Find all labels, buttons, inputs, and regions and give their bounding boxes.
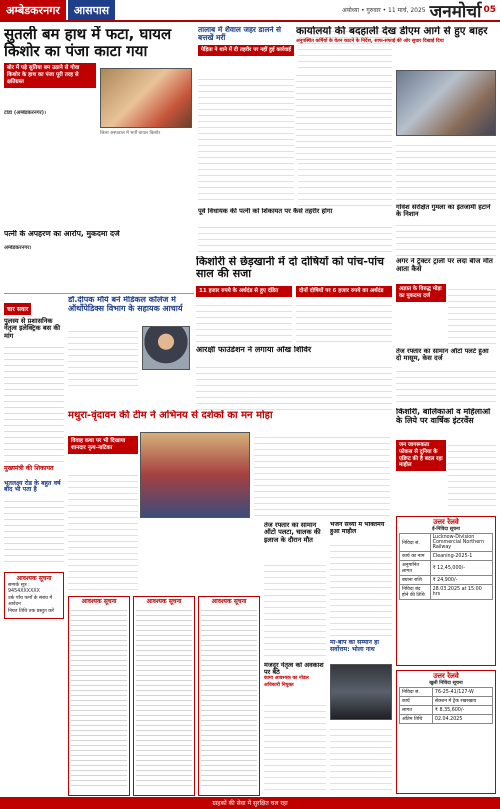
truck-story bbox=[198, 26, 294, 70]
mathura-kicker: विवाह कथा पर भी दिखाया शानदार नृत्य-नाटिका bbox=[68, 436, 138, 454]
lead-photo-caption: जिला अस्पताल में भर्ती घायल किशोर bbox=[100, 131, 161, 136]
notice-1 bbox=[68, 596, 130, 796]
table-cell: अंतिम तिथि bbox=[400, 715, 433, 724]
women-story bbox=[396, 408, 496, 436]
maa-photo bbox=[330, 664, 392, 720]
footer-strip: ग्राहकों की सेवा में सुरक्षित चल रहा bbox=[0, 797, 500, 809]
dr-story bbox=[68, 296, 192, 324]
truck-body bbox=[198, 74, 294, 204]
left-headline-3: भूतलक्ष्य रोड के बहुत वर्ष बाद भी पता है bbox=[4, 479, 61, 494]
lead-body-col2 bbox=[100, 137, 192, 227]
notice-1-title: आवश्यक सूचना bbox=[81, 598, 117, 605]
left-notice-line: नियत तिथि तक प्रस्तुत करें bbox=[8, 608, 54, 614]
mathura-headline: मथुरा-वृंदावन की टीम ने अभिनय से दर्शकों का मन मोहा bbox=[68, 410, 273, 421]
table-cell: 76-25-41/127-W bbox=[432, 688, 492, 697]
court-subhead-1-box bbox=[196, 286, 292, 297]
tender-2-table bbox=[399, 687, 493, 724]
dr-body bbox=[68, 326, 138, 388]
table-row bbox=[400, 576, 493, 585]
left-notice bbox=[4, 572, 64, 619]
notice-2-title: आवश्यक सूचना bbox=[146, 598, 182, 605]
left-headline-2: मुख्यमंत्री की शिकायत bbox=[4, 464, 54, 472]
issue-dateline: अयोध्या • गुरुवार • 11 मार्च, 2025 bbox=[342, 7, 426, 14]
table-cell: निविदा सं. bbox=[400, 534, 431, 552]
table-row bbox=[400, 552, 493, 561]
lead-dateline: टांडा (अम्बेडकरनगर)। bbox=[4, 110, 47, 116]
truck-kicker: पेड़िता ने थाने में दी तहरीर पर नहीं हुई कार्रवाई bbox=[198, 45, 294, 56]
divider bbox=[4, 293, 194, 294]
table-row bbox=[400, 561, 493, 576]
right-lead-body bbox=[296, 70, 392, 160]
court-body bbox=[196, 300, 292, 344]
teen-story bbox=[264, 522, 326, 558]
teen-headline: तेज रफ्तार का सामान ऑटो पलटा, चालक की इलाज के दौरान मौत bbox=[264, 522, 321, 544]
truck2-kicker: अज्ञात के विरुद्ध मोड़ा का मुकदमा दर्ज bbox=[396, 284, 446, 302]
fire-story bbox=[198, 208, 392, 220]
fire-headline: पूर्व विधायक की पत्नी को शिकायत पर कैसे तहरीर होगा bbox=[198, 208, 333, 215]
maa-body bbox=[330, 724, 392, 794]
bhajan-body bbox=[330, 540, 392, 640]
tender-2 bbox=[396, 670, 496, 794]
women-kicker: जन जागरूकता फोकस से दुनिया के एडिप्ट की है बदल रहा माहौल bbox=[396, 440, 446, 471]
newspaper-brand: जनमोर्चा bbox=[429, 1, 482, 22]
women-headline: किशोरी, बालिकाओं व महिलाओं के लिये पर वार्षिक इंटरवेंस bbox=[396, 408, 491, 425]
gaushala-story bbox=[396, 204, 496, 218]
right-lead-body-col2 bbox=[396, 140, 496, 200]
bhajan-headline: भजन संध्या में भक्तिमय हुआ माहौल bbox=[330, 522, 385, 535]
right-lead-photo bbox=[396, 70, 496, 136]
notice-2-body bbox=[136, 606, 192, 786]
notice-2 bbox=[133, 596, 195, 796]
lead-photo bbox=[100, 68, 192, 128]
court-story bbox=[196, 256, 392, 282]
ias-headline: आरक्षी फाउंडेशन ने लगाया आँख शिविर bbox=[196, 346, 312, 354]
truck2-headline: अगर ने ट्रैक्टर ट्राली पर लदा बीज मौत आता कैसे bbox=[396, 258, 493, 273]
table-cell: बयाना राशि bbox=[400, 576, 431, 585]
table-row bbox=[400, 585, 493, 600]
left-body-1 bbox=[4, 342, 64, 462]
left-column bbox=[4, 296, 64, 796]
table-row bbox=[400, 697, 493, 706]
eng-story bbox=[264, 662, 326, 692]
lead-headline: सुतली बम हाथ में फटा, घायल किशोर का पंजा काटा गया bbox=[4, 26, 172, 60]
bhajan-story bbox=[330, 522, 392, 536]
notice-3-title: आवश्यक सूचना bbox=[211, 598, 247, 605]
maa-story bbox=[330, 640, 392, 660]
table-cell: निविदा बंद होने की तिथि bbox=[400, 585, 431, 600]
tender-2-subtitle: खुली निविदा सूचना bbox=[429, 680, 463, 686]
truck2-body bbox=[448, 284, 496, 344]
right-lead-headline: कार्यालयों की बदहाली देख डीएम आगे से हुए बाहर bbox=[296, 26, 488, 37]
table-cell: ₹ 24,900/- bbox=[430, 576, 492, 585]
court-headline: किशोरी से छेड़खानी में दो दोषियों को पांच-पांच साल की सजा bbox=[196, 256, 385, 281]
fire-body bbox=[198, 222, 392, 254]
mathura-photo bbox=[140, 432, 250, 518]
mathura-body bbox=[68, 470, 138, 590]
truck2-story bbox=[396, 258, 496, 282]
tender-2-title: उत्तर रेलवे bbox=[433, 672, 459, 680]
mathura-story bbox=[68, 410, 392, 430]
table-cell: अनुमानित लागत bbox=[400, 561, 431, 576]
column-tag: चार सवार bbox=[4, 303, 31, 315]
left-body-2 bbox=[4, 496, 64, 566]
gaushala-headline: गोवंश संरक्षित गुमला का इंतजामी हटाने के निशान bbox=[396, 204, 491, 218]
right-lead-story bbox=[296, 26, 496, 66]
table-row bbox=[400, 688, 493, 697]
eng-body bbox=[264, 700, 326, 795]
kidnap-dateline: अम्बेडकरनगर। bbox=[4, 245, 32, 251]
table-cell: कार्य bbox=[400, 697, 433, 706]
right-lead-kicker: अनुपस्थित कर्मियों के वेतन काटने के निर्देश, साफ-सफाई की ओर सुधार दिखाई दिया bbox=[296, 39, 444, 45]
notice-1-body bbox=[71, 606, 127, 786]
section-tag-secondary: आसपास bbox=[68, 0, 115, 20]
notice-3-body bbox=[201, 606, 257, 786]
court-subhead-2: दोनों दोषियों पर 6 हजार रुपये का अर्थदंड bbox=[296, 286, 392, 297]
dr-portrait-photo bbox=[142, 326, 190, 370]
left-notice-line: सम्पर्क सूत्र : 9454XXXXXX bbox=[8, 582, 40, 595]
table-cell: सेक्शन में ट्रैक रखरखाव bbox=[432, 697, 492, 706]
page-number: 05 bbox=[483, 5, 496, 15]
maa-headline: माँ-बाप का सम्मान ही सर्वोत्तम: भोला नाथ bbox=[330, 640, 379, 653]
lead-kicker: बोर में पड़े सुतिया बम उठाने से गोवा किशोर के हाथ का पंजा पूरी तरह से क्षतिग्रस्त bbox=[4, 63, 96, 88]
truck-headline: तालाब में शैवाल जहर डालने से बत्तखें मरीं bbox=[198, 26, 282, 43]
table-cell: Lucknow-Division Commercial Northern Railway bbox=[430, 534, 492, 552]
tender-1 bbox=[396, 516, 496, 666]
table-cell: 28.03.2025 at 15:00 hrs bbox=[430, 585, 492, 600]
teen-body bbox=[264, 560, 326, 660]
section-tag: अम्बेडकरनगर bbox=[0, 0, 66, 20]
kidnap-headline: पत्नी के अपहरण का आरोप, मुकदमा दर्ज bbox=[4, 230, 120, 238]
eng-headline: मजदूर नेतृत्व को अवकाश पर बैठे bbox=[264, 662, 324, 677]
masthead bbox=[0, 0, 500, 22]
table-cell: लागत bbox=[400, 706, 433, 715]
table-cell: ₹ 12,45,000/- bbox=[430, 561, 492, 576]
eng-kicker: कामा आवश्यक का नोडल अधिकारी नियुक्त bbox=[264, 676, 309, 688]
tender-1-subtitle: ई-निविदा सूचना bbox=[432, 526, 460, 532]
tender-1-table bbox=[399, 533, 493, 600]
notice-3 bbox=[198, 596, 260, 796]
table-cell: 02.04.2025 bbox=[432, 715, 492, 724]
left-notice-title: आवश्यक सूचना bbox=[16, 575, 52, 583]
table-cell: कार्य का नाम bbox=[400, 552, 431, 561]
ias-body bbox=[196, 362, 392, 410]
court-subhead-1: 11 हजार रुपये के अर्थदंड से हुए दंडित bbox=[196, 286, 292, 297]
table-row bbox=[400, 706, 493, 715]
tempo-headline: तेज रफ्तार का सामान ऑटो पलटे हुआ दो मासूम, केस दर्ज bbox=[396, 348, 489, 363]
mathura-body-col2 bbox=[254, 432, 390, 518]
tempo-story bbox=[396, 348, 496, 364]
tempo-body bbox=[396, 366, 496, 406]
kidnap-body bbox=[4, 245, 194, 293]
dr-headline: डॉ.दीपक मौर्य बने मेडिकल कॉलेज में ऑर्थोपेडिक्स विभाग के सहायक आचार्य bbox=[68, 296, 183, 313]
table-row bbox=[400, 534, 493, 552]
left-headline-1: पुलस्य से प्रशासनिक नेतृत्व इलेक्ट्रिक बस की मांग bbox=[4, 317, 61, 340]
table-cell: ₹ 8,35,600/- bbox=[432, 706, 492, 715]
gaushala-body bbox=[396, 220, 496, 256]
court-subhead-2-box bbox=[296, 286, 392, 297]
kidnap-story bbox=[4, 230, 194, 244]
court-body-col2 bbox=[296, 300, 392, 344]
table-row bbox=[400, 715, 493, 724]
left-notice-line: उर्फ़ पाँच फर्मों के संबंध में आवेदन bbox=[8, 595, 53, 608]
lead-body bbox=[4, 110, 96, 230]
women-body bbox=[448, 440, 496, 510]
table-cell: Cleaning-2025-1 bbox=[430, 552, 492, 561]
tender-1-title: उत्तर रेलवे bbox=[433, 518, 459, 526]
table-cell: निविदा सं. bbox=[400, 688, 433, 697]
